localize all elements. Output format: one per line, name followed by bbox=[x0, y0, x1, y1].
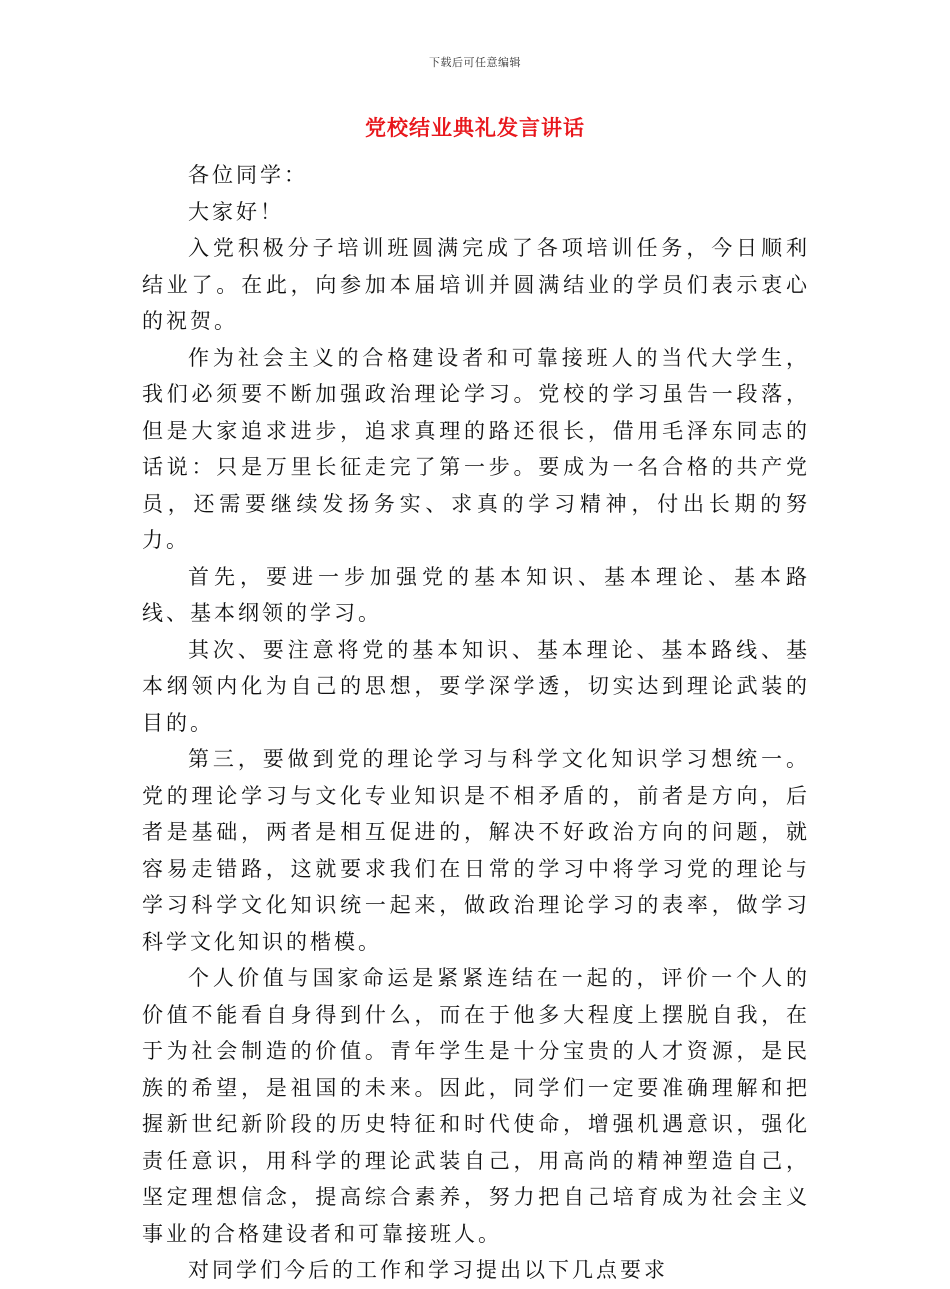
body-paragraph: 入党积极分子培训班圆满完成了各项培训任务，今日顺利结业了。在此，向参加本届培训并圆满结业的学员们表示衷心的祝贺。 bbox=[142, 236, 810, 333]
greeting: 大家好！ bbox=[188, 199, 284, 224]
body-paragraph: 第三，要做到党的理论学习与科学文化知识学习想统一。党的理论学习与文化专业知识是不相矛盾的，前者是方向，后者是基础，两者是相互促进的，解决不好政治方向的问题，就容易走错路，这就要求我们在日常的学习中将学习党的理论与学习科学文化知识统一起来，做政治理论学习的表率，做学习科学文化知识的楷模。 bbox=[142, 747, 810, 954]
body-paragraph: 个人价值与国家命运是紧紧连结在一起的，评价一个人的价值不能看自身得到什么，而在于他多大程度上摆脱自我，在于为社会制造的价值。青年学生是十分宝贵的人才资源，是民族的希望，是祖国的未来。因此，同学们一定要准确理解和把握新世纪新阶段的历史特征和时代使命，增强机遇意识，强化责任意识，用科学的理论武装自己，用高尚的精神塑造自己，坚定理想信念，提高综合素养，努力把自己培育成为社会主义事业的合格建设者和可靠接班人。 bbox=[142, 966, 810, 1246]
body-paragraph: 对同学们今后的工作和学习提出以下几点要求 bbox=[188, 1258, 668, 1282]
salutation: 各位同学： bbox=[188, 163, 308, 187]
body-paragraph: 其次、要注意将党的基本知识、基本理论、基本路线、基本纲领内化为自己的思想，要学深学透，切实达到理论武装的目的。 bbox=[142, 637, 810, 735]
header-note: 下载后可任意编辑 bbox=[429, 56, 521, 69]
document-body bbox=[142, 157, 810, 1289]
body-paragraph: 作为社会主义的合格建设者和可靠接班人的当代大学生，我们必须要不断加强政治理论学习。党校的学习虽告一段落，但是大家追求进步，追求真理的路还很长，借用毛泽东同志的话说：只是万里长征走完了第一步。要成为一名合格的共产党员，还需要继续发扬务实、求真的学习精神，付出长期的努力。 bbox=[142, 345, 810, 552]
document-title: 党校结业典礼发言讲话 bbox=[365, 115, 585, 140]
body-paragraph: 首先，要进一步加强党的基本知识、基本理论、基本路线、基本纲领的学习。 bbox=[142, 564, 810, 625]
